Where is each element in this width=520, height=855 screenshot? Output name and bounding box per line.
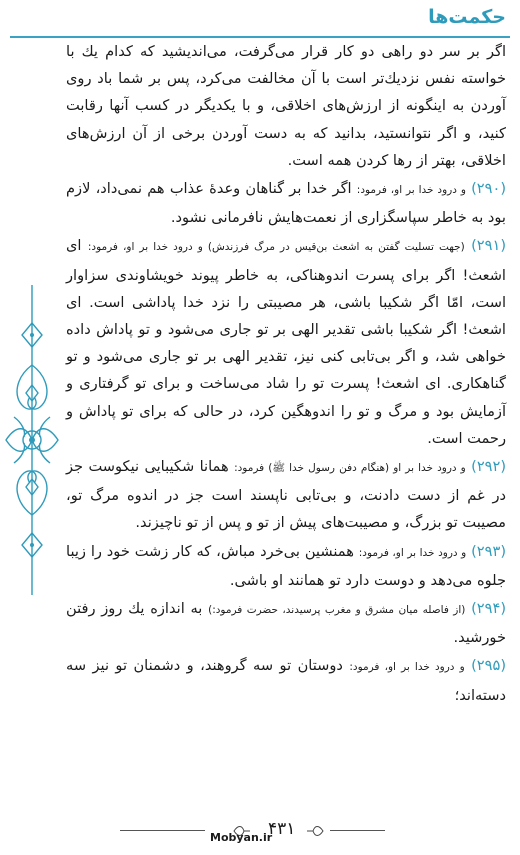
paragraph	[66, 453, 506, 537]
paragraph	[66, 38, 506, 174]
saying-number: (۲۹۰)	[471, 180, 507, 198]
page-number: ۴۳۱	[268, 819, 296, 839]
saying-intro: (جهت تسلیت گفتن به اشعث بن‌قیس در مرگ فرزندش) و درود خدا بر او، فرمود:	[87, 241, 465, 254]
paragraph-text: دوستان تو سه گروهند، و دشمنان تو نیز سه دسته‌اند؛	[66, 657, 506, 704]
decorative-floral-ornament	[2, 285, 62, 595]
saying-intro: (از فاصله میان مشرق و مغرب پرسیدند، حضرت فرمود:)	[208, 604, 466, 617]
paragraph-text: همنشین بی‌خرد مباش، که کار زشت خود را زیبا جلوه می‌دهد و دوست دارد تو همانند او باشی.	[66, 542, 506, 589]
footer-rule-right	[330, 830, 385, 831]
paragraph	[66, 232, 506, 452]
saying-number: (۲۹۵)	[471, 657, 507, 675]
footer-flourish-icon	[305, 821, 325, 841]
paragraph-text: ای اشعث! اگر برای پسرت اندوهناکی، به خاطر پیوند خویشاوندی سزاوار است، امّا اگر شکیبا باشی، هر مصیبتی را نزد خدا پاداشی است. ای اشعث! اگر شکیبا باشی تقدیر الهی بر تو جاری می‌شود و تو پاداش داده خواهی شد، و اگر بی‌تابی کنی نیز، تقدیر الهی بر تو جاری می‌شود و تو گناهکاری. ای اشعث! پسرت تو را شاد می‌ساخت و برای تو گرفتاری و آزمایش بود و مرگ و تو را اندوهگین کرد، در حالی که برای تو پاداش و رحمت است.	[66, 237, 506, 447]
saying-number: (۲۹۲)	[471, 458, 507, 476]
page-footer	[0, 817, 520, 847]
saying-number: (۲۹۱)	[471, 237, 507, 255]
paragraph-text: اگر خدا بر گناهان وعدهٔ عذاب هم نمی‌داد، لازم بود به خاطر سپاسگزاری از نعمت‌هایش نافرمانی نشود.	[66, 180, 506, 227]
paragraph-text: به اندازه یك روز رفتن خورشید.	[66, 600, 506, 647]
paragraph	[66, 595, 506, 651]
paragraph-text: اگر بر سر دو راهی دو کار قرار می‌گرفت، می‌اندیشید که کدام یك با خواسته نفس نزدیك‌تر است با آن مخالفت می‌کرد، پس بر شما باد روی آوردن به اینگونه از ارزش‌های اخلاقی، و با یکدیگر در کسب آنها رقابت کنید، و اگر نتوانستید، بدانید که به دست آوردن برخی از آن ارزش‌های اخلاقی، بهتر از رها کردن همه است.	[66, 43, 506, 169]
saying-intro: و درود خدا بر او، فرمود:	[349, 661, 465, 674]
saying-number: (۲۹۴)	[471, 600, 507, 618]
paragraph	[66, 652, 506, 708]
saying-intro: و درود خدا بر او، فرمود:	[358, 546, 467, 559]
paragraph-text: همانا شکیبایی نیکوست جز در غم از دست دادنت، و بی‌تابی ناپسند است جز در اندوه مرگ تو، مصیبت تو بزرگ، و مصیبت‌های پیش از تو و پس از تو ناچیزند.	[66, 458, 506, 532]
saying-number: (۲۹۳)	[471, 542, 507, 560]
saying-intro: و درود خدا بر او، فرمود:	[356, 184, 466, 197]
footer-rule-left	[120, 830, 205, 831]
text-body	[66, 38, 506, 709]
paragraph	[66, 538, 506, 594]
page-title: حکمت‌ها	[428, 6, 506, 28]
site-watermark: Mobyan.ir	[210, 831, 273, 844]
paragraph	[66, 175, 506, 231]
saying-intro: و درود خدا بر او (هنگام دفن رسول خدا ﷺ) فرمود:	[234, 462, 466, 475]
